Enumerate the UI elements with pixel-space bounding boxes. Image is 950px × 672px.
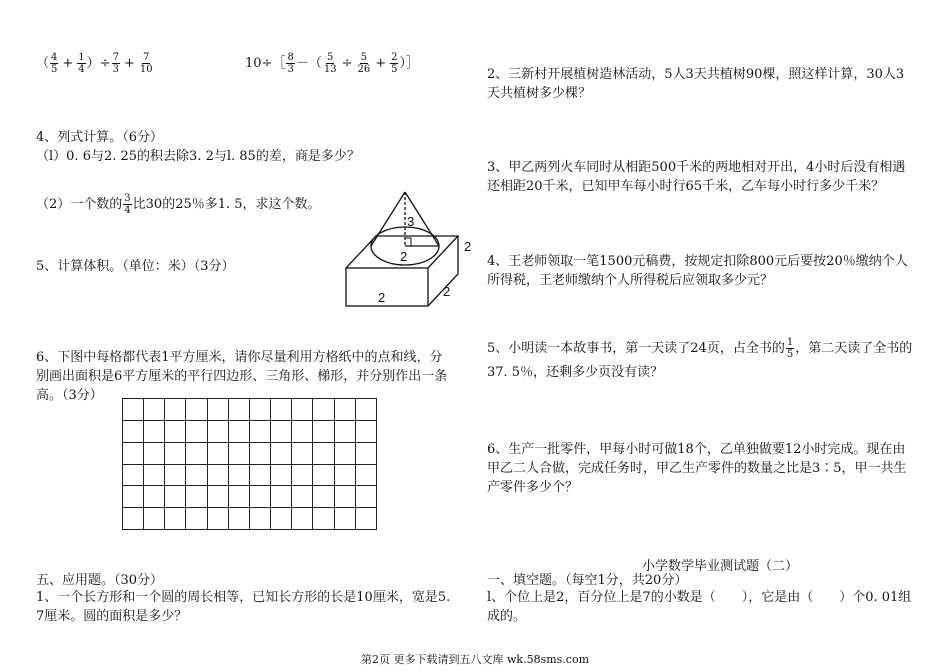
grid-cell — [270, 485, 291, 507]
grid-cell — [270, 398, 291, 420]
test-2-q1: l、个位上是2，百分位上是7的小数是（ ），它是由（ ）个0. 01组成的。 — [487, 590, 912, 624]
test-2-title: 小学数学毕业测试题（二） — [641, 559, 798, 574]
right-q3: 3、甲乙两列火车同时从相距500千米的两地相对开出，4小时后没有相遇还相距20千米，已知甲车每小时行65千米，乙车每小时行多少千米？ — [487, 160, 906, 194]
grid-cell — [207, 398, 228, 420]
grid-cell — [143, 442, 164, 464]
grid-cell — [291, 507, 312, 529]
fraction: $\frac{3}{4}$ — [124, 193, 131, 216]
section-5-title: 五、应用题。（30分） — [36, 573, 164, 588]
right-angle-mark — [405, 238, 411, 246]
grid-cell — [334, 507, 355, 529]
grid-cell — [122, 420, 143, 442]
grid-cell — [270, 420, 291, 442]
cone-on-box-figure — [340, 188, 480, 318]
grid-cell — [312, 464, 333, 486]
box-depth-label: 2 — [443, 284, 451, 299]
grid-cell — [143, 485, 164, 507]
grid-cell — [185, 464, 206, 486]
grid-cell — [355, 420, 376, 442]
grid-cell — [164, 442, 185, 464]
grid-cell — [164, 398, 185, 420]
grid-cell — [312, 485, 333, 507]
fraction: $\frac{1}{4}$ — [78, 52, 85, 75]
grid-cell — [291, 398, 312, 420]
box-length-label: 2 — [378, 290, 386, 305]
fraction: $\frac{7}{3}$ — [112, 52, 119, 75]
cone-height-label: 3 — [407, 214, 415, 229]
grid-cell — [270, 464, 291, 486]
grid-cell — [270, 507, 291, 529]
grid-cell — [355, 442, 376, 464]
grid-cell — [334, 485, 355, 507]
grid-cell — [143, 420, 164, 442]
grid-cell — [355, 398, 376, 420]
grid-cell — [312, 420, 333, 442]
grid-cell — [207, 420, 228, 442]
grid-cell — [312, 507, 333, 529]
grid-cell — [122, 507, 143, 529]
grid-cell — [228, 420, 249, 442]
fraction: $\frac{8}{3}$ — [287, 52, 294, 75]
right-q4: 4、王老师领取一笔1500元稿费，按规定扣除800元后要按20％缴纳个人所得税，王老师缴纳个人所得税后应领取多少元？ — [487, 254, 908, 288]
q6-text: 6、下图中每格都代表1平方厘米，请你尽量利用方格纸中的点和线，分别画出面积是6平方厘米的平行四边形、三角形、梯形，并分别作出一条高。（3分） — [36, 350, 448, 403]
section-5-q1: 1、一个长方形和一个圆的周长相等，已知长方形的长是10厘米，宽是5. 7厘米。圆的面积是多少？ — [36, 590, 451, 624]
expression-1: （ $\frac{4}{5}$ + $\frac{1}{4}$ ）÷ $\frac{7}{3}$ + $\frac{7}{10}$ — [36, 52, 153, 75]
grid-cell — [355, 464, 376, 486]
grid-cell — [164, 420, 185, 442]
grid-cell — [122, 442, 143, 464]
fraction: $\frac{1}{5}$ — [786, 337, 794, 360]
grid-cell — [164, 507, 185, 529]
fraction: $\frac{7}{10}$ — [139, 52, 153, 75]
expression-2: 10÷［ $\frac{8}{3}$ －（ $\frac{5}{13}$ ÷ $\frac{5}{26}$ + $\frac{2}{5}$ ）］ — [245, 52, 419, 75]
page-footer: 第2页 更多下载请到五八文库 wk.58sms.com — [361, 653, 589, 666]
grid-cell — [185, 442, 206, 464]
cone-side-left — [371, 192, 405, 246]
grid-cell — [249, 485, 270, 507]
right-q5: 5、小明读一本故事书，第一天读了24页，占全书的 $\frac{1}{5}$ ，第二天读了全书的37. 5％，还剩多少页没有读？ — [487, 337, 913, 380]
box-height-label: 2 — [464, 239, 472, 254]
grid-cell — [312, 398, 333, 420]
grid-cell — [291, 464, 312, 486]
grid-cell — [164, 464, 185, 486]
grid-cell — [228, 507, 249, 529]
grid-cell — [249, 464, 270, 486]
grid-cell — [207, 442, 228, 464]
square-grid-paper — [122, 398, 377, 530]
grid-cell — [143, 398, 164, 420]
grid-cell — [122, 464, 143, 486]
q5-title: 5、计算体积。（单位：米）（3分） — [36, 259, 235, 274]
grid-cell — [164, 485, 185, 507]
grid-cell — [249, 420, 270, 442]
grid-cell — [207, 507, 228, 529]
grid-cell — [291, 485, 312, 507]
grid-cell — [207, 464, 228, 486]
right-q2: 2、三新村开展植树造林活动，5人3天共植树90棵，照这样计算，30人3天共植树多少棵？ — [487, 67, 905, 101]
grid-cell — [143, 507, 164, 529]
grid-cell — [185, 398, 206, 420]
grid-cell — [355, 507, 376, 529]
grid-cell — [228, 398, 249, 420]
grid-cell — [185, 507, 206, 529]
grid-cell — [228, 485, 249, 507]
grid-cell — [228, 442, 249, 464]
box-front-face — [346, 268, 428, 306]
grid-cell — [185, 485, 206, 507]
test-2-section-1: 一、填空题。（每空1分，共20分） — [487, 573, 688, 588]
right-q6: 6、生产一批零件，甲每小时可做18个，乙单独做要12小时完成。现在由甲乙二人合做，完成任务时，甲乙生产零件的数量之比是3∶5，甲一共生产零件多少个？ — [487, 442, 907, 495]
grid-cell — [334, 420, 355, 442]
grid-cell — [270, 442, 291, 464]
grid-cell — [291, 420, 312, 442]
grid-cell — [249, 398, 270, 420]
grid-cell — [312, 442, 333, 464]
grid-cell — [334, 464, 355, 486]
grid-cell — [143, 464, 164, 486]
grid-cell — [334, 442, 355, 464]
fraction: $\frac{5}{13}$ — [323, 52, 337, 75]
fraction: $\frac{5}{26}$ — [357, 52, 371, 75]
q4-title: 4、列式计算。（6分） — [36, 130, 164, 145]
q4-part1: （l）0. 6与2. 25的积去除3. 2与l. 85的差，商是多少？ — [36, 149, 360, 164]
grid-cell — [249, 507, 270, 529]
grid-cell — [122, 398, 143, 420]
fraction: $\frac{2}{5}$ — [391, 52, 398, 75]
grid-cell — [355, 485, 376, 507]
grid-cell — [334, 398, 355, 420]
cone-radius-label: 2 — [400, 249, 408, 264]
grid-cell — [228, 464, 249, 486]
grid-cell — [207, 485, 228, 507]
grid-cell — [291, 442, 312, 464]
fraction: $\frac{4}{5}$ — [51, 52, 58, 75]
grid-cell — [185, 420, 206, 442]
grid-cell — [122, 485, 143, 507]
q4-part2: （2）一个数的 $\frac{3}{4}$ 比30的25％多1. 5，求这个数。 — [36, 193, 321, 216]
grid-cell — [249, 442, 270, 464]
